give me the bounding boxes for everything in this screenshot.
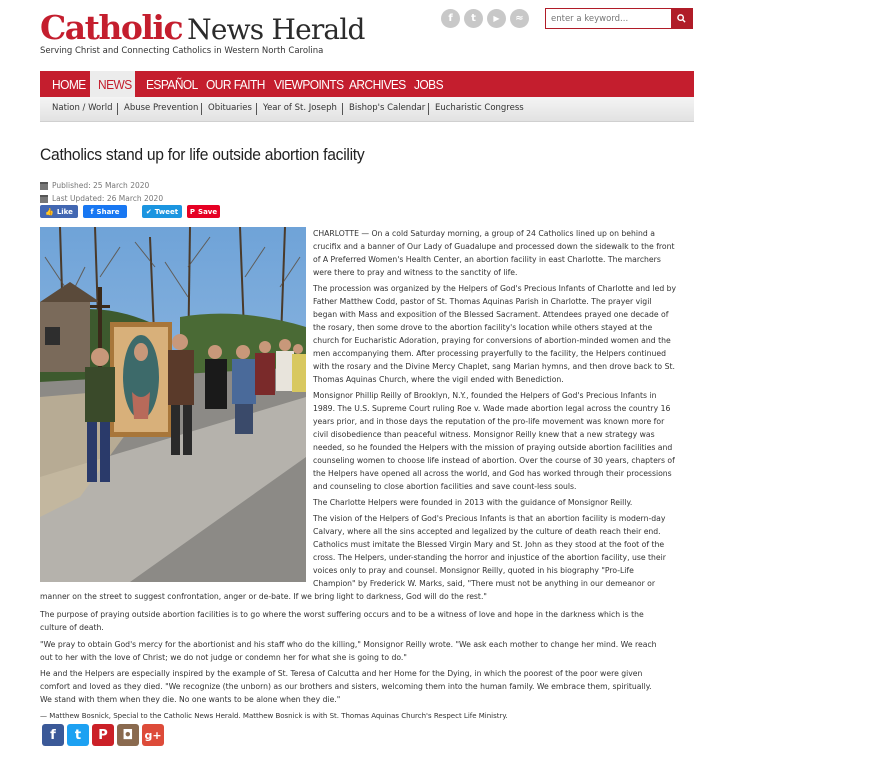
site-logo[interactable] [40, 8, 365, 47]
nav-item-news[interactable]: NEWS [98, 77, 132, 92]
article-paragraph-line: began with Mass and exposition of the Blessed Sacrament. Attendees prayed one decade of [313, 310, 669, 319]
article-paragraph-line: crucifix and a banner of Our Lady of Guadalupe and processed down the sidewalk to the front [313, 242, 675, 251]
article-paragraph-line: Father Matthew Codd, pastor of St. Thomas Aquinas Parish in Charlotte. The prayer vigil [313, 297, 652, 306]
share-label: Share [96, 207, 120, 216]
nav-item-espanol[interactable]: ESPAÑOL [146, 77, 198, 92]
twitter-icon[interactable]: t [464, 9, 483, 28]
facebook-like-button[interactable] [40, 205, 78, 218]
article-paragraph-line: counseling women to choose life instead of abortion. Over the course of 30 years, chapters of [313, 456, 675, 465]
google-plus-icon[interactable]: g+ [142, 724, 164, 746]
subnav-item-abuse-prevention[interactable]: Abuse Prevention [124, 103, 199, 113]
article-paragraph-line: Catholics must imitate the Blessed Virgin Mary and St. John as they stood at the foot of the [313, 540, 665, 549]
nav-item-viewpoints[interactable]: VIEWPOINTS [274, 77, 344, 92]
facebook-icon[interactable]: f [42, 724, 64, 746]
subnav-divider [201, 103, 202, 115]
subnav-item-year-of-st-joseph[interactable]: Year of St. Joseph [263, 103, 337, 113]
instagram-icon[interactable]: ◘ [117, 724, 139, 746]
social-share-bottom [42, 724, 164, 746]
article-paragraph-line: The Charlotte Helpers were founded in 2013 with the guidance of Monsignor Reilly. [313, 498, 633, 507]
search-button[interactable] [671, 9, 692, 28]
article-paragraph-line: Champion" by Frederick W. Marks, said, "There must not be anything in our demeanor or [313, 579, 656, 588]
logo-catholic-text: Catholic [40, 8, 183, 47]
article-paragraph-line: cross. The Helpers, under-standing the horror and injustice of the abortion facility, use their [313, 553, 666, 562]
article-paragraph-line: men accompanying them. After processing prayerfully to the facility, the Helpers continued [313, 349, 666, 358]
facebook-icon: f [90, 207, 94, 216]
thumbs-up-icon: 👍 [45, 207, 54, 216]
article-byline: — Matthew Bosnick, Special to the Catholic News Herald. Matthew Bosnick is with St. Thomas Aquinas Church's Respect Life Ministry. [40, 712, 508, 720]
subnav-divider [342, 103, 343, 115]
subnav-item-bishops-calendar[interactable]: Bishop's Calendar [349, 103, 426, 113]
save-label: Save [198, 207, 218, 216]
twitter-icon[interactable]: t [67, 724, 89, 746]
main-nav [40, 71, 694, 97]
nav-item-archives[interactable]: ARCHIVES [349, 77, 406, 92]
pinterest-icon: P [189, 207, 196, 216]
pinterest-icon[interactable]: P [92, 724, 114, 746]
search-box [545, 8, 693, 29]
subnav-item-eucharistic-congress[interactable]: Eucharistic Congress [435, 103, 524, 113]
nav-item-jobs[interactable]: JOBS [414, 77, 444, 92]
article-paragraph-line: Calvary, where all the sins accepted and legalized by the culture of death reach their end. [313, 527, 661, 536]
article-paragraph-line: "We pray to obtain God's mercy for the abortionist and his staff who do the killing," Monsignor Reilly wrote. "We ask each mother to change her mind. We reach [40, 640, 657, 649]
pinterest-save-button[interactable] [187, 205, 220, 218]
youtube-icon[interactable]: ▶ [487, 9, 506, 28]
sub-nav [40, 97, 694, 122]
article-paragraph-line: Thomas Aquinas Church, where the vigil ended with Benediction. [313, 375, 564, 384]
subnav-divider [428, 103, 429, 115]
updated-date [40, 194, 163, 203]
calendar-icon [40, 195, 48, 203]
article-paragraph-line: manner on the street to suggest confrontation, anger or de-bate. If we bring light to darkness, God will do the rest." [40, 592, 487, 601]
article-paragraph-line: and counseling to close abortion facilities and save count-less souls. [313, 482, 577, 491]
article-paragraph-line: needed, so he founded the Helpers with the mission of praying outside abortion facilities and [313, 443, 673, 452]
article-photo [40, 227, 306, 582]
article-paragraph-line: culture of death. [40, 623, 104, 632]
search-input[interactable] [546, 9, 672, 28]
article-paragraph-line: out to her with the love of Christ; we do not judge or condemn her for what she is going to do." [40, 653, 407, 662]
facebook-share-button[interactable] [83, 205, 127, 218]
article-paragraph-line: 1989. The U.S. Supreme Court ruling Roe v. Wade made abortion legal across the country 16 [313, 404, 671, 413]
subnav-item-obituaries[interactable]: Obituaries [208, 103, 252, 113]
article-paragraph-line: with the rosary and the Divine Mercy Chaplet, sang Marian hymns, and then drove back to St. [313, 362, 675, 371]
twitter-icon: ✔ [145, 207, 152, 216]
updated-date-text: Last Updated: 26 March 2020 [52, 194, 164, 203]
social-links-top [441, 9, 529, 28]
article-paragraph-line: CHARLOTTE — On a cold Saturday morning, a group of 24 Catholics lined up on behind a [313, 229, 655, 238]
calendar-icon [40, 182, 48, 190]
facebook-icon[interactable]: f [441, 9, 460, 28]
published-date-text: Published: 25 March 2020 [52, 181, 150, 190]
article-paragraph-line: were there to pray and witness to the sanctity of life. [313, 268, 518, 277]
nav-item-our-faith[interactable]: OUR FAITH [206, 77, 265, 92]
tweet-button[interactable] [142, 205, 182, 218]
logo-news-herald-text: News Herald [187, 13, 365, 46]
article-paragraph-line: The procession was organized by the Helpers of God's Precious Infants of Charlotte and led by [313, 284, 677, 293]
search-icon [677, 14, 686, 23]
tweet-label: Tweet [154, 207, 179, 216]
subnav-divider [117, 103, 118, 115]
article-paragraph-line: The vision of the Helpers of God's Precious Infants is that an abortion facility is modern-day [313, 514, 666, 523]
article-paragraph-line: We stand with them when they die. No one wants to be alone when they die." [40, 695, 341, 704]
article-paragraph-line: the Helpers have opened all across the world, and God has worked through their processions [313, 469, 672, 478]
article-paragraph-line: He and the Helpers are especially inspired by the example of St. Teresa of Calcutta and her Home for the Dying, in which the poorest of the poor were given [40, 669, 643, 678]
published-date [40, 181, 149, 190]
article-paragraph-line: church for Eucharistic Adoration, praying for conversions of abortion-minded women and the [313, 336, 671, 345]
article-paragraph-line: The purpose of praying outside abortion facilities is to go where the worst suffering occurs and to be a witness of love and hope in the darkness which is the [40, 610, 644, 619]
article-paragraph-line: years prior, and in those days the reputation of the pro-life movement was known more for [313, 417, 665, 426]
article-paragraph-line: civil disobedience than peaceful witness. Monsignor Reilly knew that a new strategy was [313, 430, 655, 439]
nav-item-home[interactable]: HOME [52, 77, 86, 92]
like-label: Like [56, 207, 73, 216]
site-tagline: Serving Christ and Connecting Catholics in Western North Carolina [40, 46, 324, 56]
rss-icon[interactable]: ≈ [510, 9, 529, 28]
subnav-divider [256, 103, 257, 115]
article-paragraph-line: comfort and loved as they died. "We recognize (the unborn) as our brothers and sisters, welcoming them into the human family. We embrace them, spiritually. [40, 682, 652, 691]
article-title: Catholics stand up for life outside abortion facility [40, 145, 365, 164]
article-paragraph-line: of A Preferred Women's Health Center, an abortion facility in east Charlotte. The marchers [313, 255, 661, 264]
article-paragraph-line: Monsignor Phillip Reilly of Brooklyn, N.Y., founded the Helpers of God's Precious Infants in [313, 391, 657, 400]
article-paragraph-line: the rosary, then some drove to the abortion facility's location while others stayed at the [313, 323, 653, 332]
subnav-item-nation-world[interactable]: Nation / World [52, 103, 113, 113]
article-paragraph-line: voices only to pray and counsel. Monsignor Reilly, quoted in his biography "Pro-Life [313, 566, 634, 575]
